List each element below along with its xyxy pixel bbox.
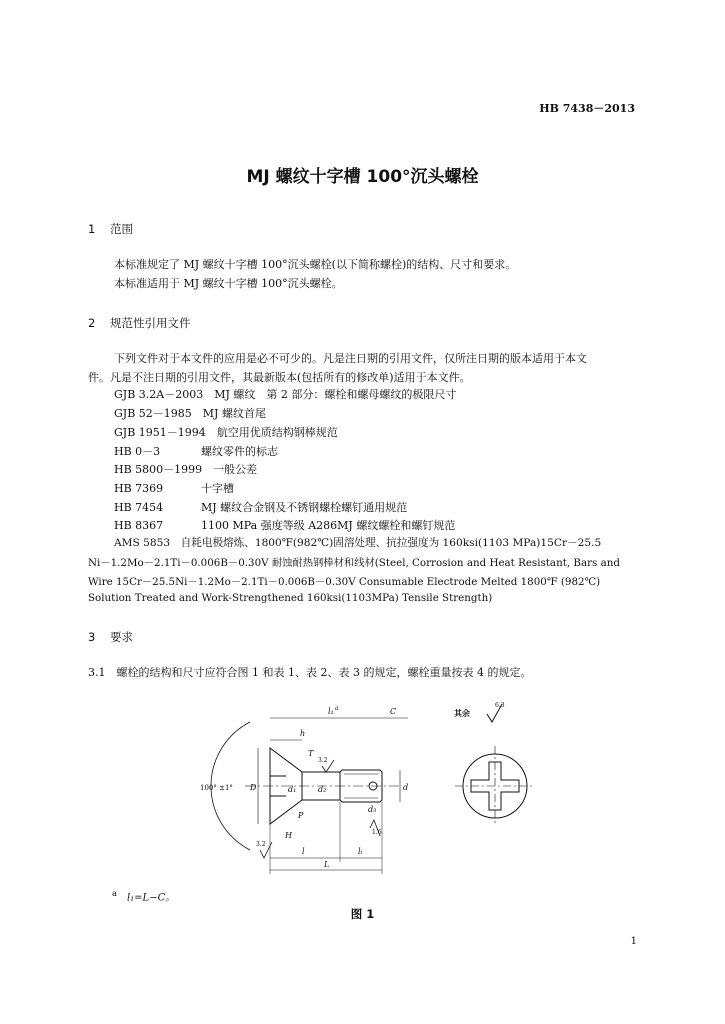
- dim-d-label: d: [403, 783, 409, 792]
- dim-l1-label: l₁: [328, 707, 334, 716]
- section-number: 3: [88, 630, 96, 644]
- ref-code: HB 5800－1999: [114, 463, 203, 476]
- ref-title: 一般公差: [213, 463, 258, 476]
- figure-footnote: [112, 888, 175, 903]
- ref-title: MJ 螺纹 第 2 部分：螺栓和螺母螺纹的极限尺寸: [214, 388, 457, 401]
- dim-P-label: P: [298, 811, 304, 820]
- clause-3-1: [88, 663, 531, 682]
- ams-line-4: Solution Treated and Work-Strengthened 160ksi(1103MPa) Tensile Strength): [88, 592, 493, 604]
- ref-code: GJB 1951－1994: [114, 426, 206, 439]
- standard-number: HB 7438－2013: [539, 102, 635, 115]
- dim-C-label: C: [390, 707, 397, 716]
- clause-number: 3.1: [88, 666, 106, 679]
- ref-code: HB 7454: [114, 501, 164, 514]
- ref-title: 十字槽: [201, 482, 234, 495]
- scope-paragraph-1: 本标准规定了 MJ 螺纹十字槽 100°沉头螺栓(以下简称螺栓)的结构、尺寸和要求。: [114, 258, 517, 271]
- angle-label: 100° ±1°: [200, 784, 233, 792]
- references-intro-line-1: 下列文件对于本文件的应用是必不可少的。凡是注日期的引用文件，仅所注日期的版本适用于本文: [114, 352, 587, 365]
- footnote-text: l₁=L−C。: [126, 892, 176, 904]
- scope-paragraph-2: 本标准适用于 MJ 螺纹十字槽 100°沉头螺栓。: [114, 277, 343, 290]
- section-1-heading: [88, 221, 133, 237]
- dim-d1-label: d₁: [288, 785, 297, 794]
- dim-H-label: H: [285, 831, 292, 840]
- dim-d3-label: d₃: [368, 805, 377, 814]
- section-number: 1: [88, 222, 96, 236]
- reference-item: [114, 517, 455, 533]
- ams-line-2: Ni－1.2Mo－2.1Ti－0.006B－0.30V 耐蚀耐热钢棒材和线材(Steel, Corrosion and Heat Resistant, Bars and: [88, 557, 620, 569]
- roughness-c-value: 1.6: [372, 829, 382, 836]
- dim-D-label: D: [250, 783, 257, 792]
- remain-label: 其余: [454, 708, 470, 718]
- section-number: 2: [88, 316, 96, 330]
- ams-line-1: AMS 5853 自耗电极熔炼、1800℉(982℃)固溶处理、抗拉强度为 160ksi(1103 MPa)15Cr－25.5: [114, 537, 602, 549]
- dim-l-label: l: [302, 847, 305, 856]
- dim-lt-label: lₜ: [358, 847, 363, 856]
- roughness-a-value: 3.2: [318, 757, 328, 764]
- reference-item: [114, 461, 257, 477]
- reference-item: [114, 405, 266, 421]
- ref-code: HB 0－3: [114, 445, 161, 458]
- roughness-b-value: 3.2: [256, 841, 266, 848]
- bolt-drawing: [190, 700, 620, 880]
- reference-item: [114, 443, 278, 459]
- ref-title: 1100 MPa 强度等级 A286MJ 螺纹螺栓和螺钉规范: [201, 519, 456, 532]
- ref-code: GJB 52－1985: [114, 407, 192, 420]
- ams-line-3: Wire 15Cr－25.5Ni－1.2Mo－2.1Ti－0.006B－0.30V Consumable Electrode Melted 1800℉ (982℃): [88, 576, 601, 588]
- ref-code: HB 7369: [114, 482, 164, 495]
- section-title: 规范性引用文件: [110, 316, 191, 330]
- figure-caption: 图 1: [350, 907, 375, 921]
- section-title: 范围: [110, 222, 133, 236]
- section-3-heading: [88, 629, 133, 645]
- references-intro-line-2: 件。凡是不注日期的引用文件，其最新版本(包括所有的修改单)适用于本文件。: [88, 371, 471, 384]
- ref-title: 航空用优质结构钢棒规范: [216, 426, 338, 439]
- dim-L-label: L: [324, 860, 330, 869]
- footnote-mark: a: [112, 888, 117, 898]
- clause-text: 螺栓的结构和尺寸应符合图 1 和表 1、表 2、表 3 的规定，螺栓重量按表 4 的规定。: [116, 666, 532, 679]
- section-2-heading: [88, 315, 191, 331]
- document-title: MJ 螺纹十字槽 100°沉头螺栓: [246, 167, 479, 187]
- ref-title: MJ 螺纹合金钢及不锈钢螺栓螺钉通用规范: [201, 501, 408, 514]
- ref-title: MJ 螺纹首尾: [202, 407, 266, 420]
- section-title: 要求: [110, 630, 133, 644]
- dim-T-label: T: [308, 749, 314, 758]
- ref-code: HB 8367: [114, 519, 164, 532]
- ref-code: GJB 3.2A－2003: [114, 388, 204, 401]
- reference-item: [114, 386, 456, 402]
- ref-title: 螺纹零件的标志: [201, 445, 278, 458]
- reference-item: [114, 480, 234, 496]
- dim-h-label: h: [300, 729, 306, 738]
- roughness-main-value: 6.3: [495, 702, 505, 709]
- dim-a-label: a: [335, 705, 339, 712]
- reference-item: [114, 499, 407, 515]
- dim-d2-label: d₂: [318, 785, 327, 794]
- reference-item: [114, 424, 338, 440]
- page-number: 1: [630, 936, 637, 947]
